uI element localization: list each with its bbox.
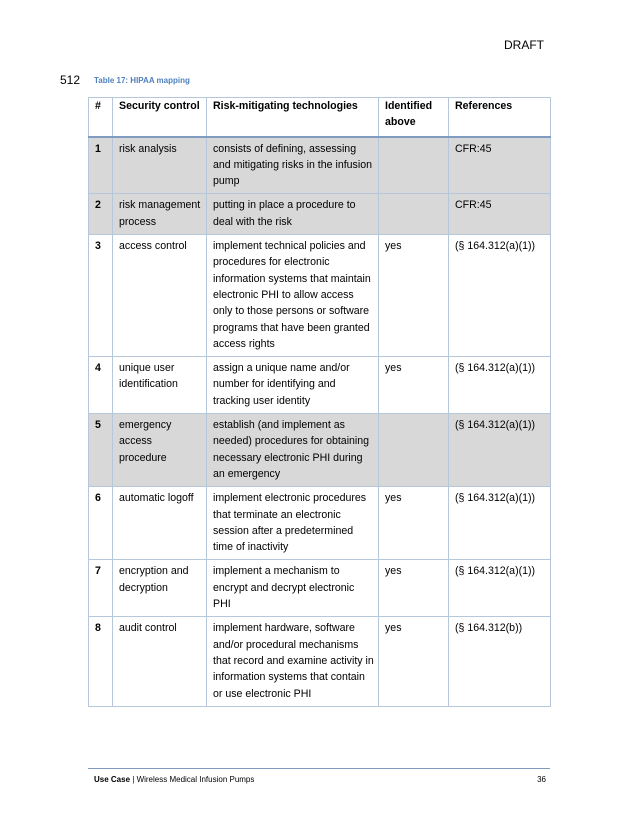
footer-divider — [88, 768, 550, 769]
cell-risk-mitigating-technologies: consists of defining, assessing and mitigating risks in the infusion pump — [207, 137, 379, 194]
table-row — [89, 617, 551, 706]
cell-security-control: audit control — [113, 617, 207, 706]
cell-risk-mitigating-technologies: implement hardware, software and/or procedural mechanisms that record and examine activity in information systems that contain or use electronic PHI — [207, 617, 379, 706]
cell-risk-mitigating-technologies: implement a mechanism to encrypt and decrypt electronic PHI — [207, 560, 379, 617]
table-caption: Table 17: HIPAA mapping — [94, 76, 190, 85]
table-row — [89, 194, 551, 235]
table-row — [89, 235, 551, 357]
cell-references: (§ 164.312(a)(1)) — [449, 414, 551, 487]
cell-risk-mitigating-technologies: implement technical policies and procedures for electronic information systems that maintain electronic PHI to allow access only to those persons or software programs that have been granted access rights — [207, 235, 379, 357]
col-header-security-control: Security control — [113, 98, 207, 137]
cell-number: 4 — [89, 357, 113, 414]
cell-security-control: risk management process — [113, 194, 207, 235]
table-row — [89, 560, 551, 617]
table-header-row — [89, 98, 551, 137]
cell-identified-above: yes — [379, 560, 449, 617]
cell-security-control: access control — [113, 235, 207, 357]
cell-references: (§ 164.312(a)(1)) — [449, 487, 551, 560]
cell-number: 2 — [89, 194, 113, 235]
cell-risk-mitigating-technologies: establish (and implement as needed) procedures for obtaining necessary electronic PHI during an emergency — [207, 414, 379, 487]
line-number: 512 — [60, 73, 81, 87]
cell-identified-above — [379, 414, 449, 487]
cell-identified-above: yes — [379, 235, 449, 357]
cell-security-control: risk analysis — [113, 137, 207, 194]
page-number: 36 — [537, 775, 546, 784]
draft-label: DRAFT — [504, 38, 544, 52]
footer-separator: | — [130, 775, 137, 784]
cell-references: CFR:45 — [449, 194, 551, 235]
cell-risk-mitigating-technologies: implement electronic procedures that terminate an electronic session after a predetermined time of inactivity — [207, 487, 379, 560]
cell-identified-above: yes — [379, 617, 449, 706]
cell-security-control: automatic logoff — [113, 487, 207, 560]
cell-number: 1 — [89, 137, 113, 194]
cell-security-control: unique user identification — [113, 357, 207, 414]
cell-references: (§ 164.312(a)(1)) — [449, 235, 551, 357]
table-row — [89, 487, 551, 560]
cell-security-control: emergency access procedure — [113, 414, 207, 487]
cell-number: 6 — [89, 487, 113, 560]
table-row — [89, 137, 551, 194]
cell-references: (§ 164.312(a)(1)) — [449, 357, 551, 414]
col-header-number: # — [89, 98, 113, 137]
cell-security-control: encryption and decryption — [113, 560, 207, 617]
cell-identified-above — [379, 194, 449, 235]
cell-identified-above — [379, 137, 449, 194]
cell-risk-mitigating-technologies: putting in place a procedure to deal with the risk — [207, 194, 379, 235]
footer-title: Wireless Medical Infusion Pumps — [136, 775, 255, 784]
cell-number: 3 — [89, 235, 113, 357]
col-header-identified-above: Identified above — [379, 98, 449, 137]
hipaa-mapping-table — [88, 97, 551, 707]
cell-references: CFR:45 — [449, 137, 551, 194]
cell-references: (§ 164.312(b)) — [449, 617, 551, 706]
cell-identified-above: yes — [379, 487, 449, 560]
col-header-references: References — [449, 98, 551, 137]
cell-risk-mitigating-technologies: assign a unique name and/or number for identifying and tracking user identity — [207, 357, 379, 414]
cell-references: (§ 164.312(a)(1)) — [449, 560, 551, 617]
col-header-risk-mitigating-technologies: Risk-mitigating technologies — [207, 98, 379, 137]
table-row — [89, 357, 551, 414]
footer-text — [94, 775, 254, 784]
cell-number: 5 — [89, 414, 113, 487]
cell-identified-above: yes — [379, 357, 449, 414]
table-row — [89, 414, 551, 487]
footer-use-case: Use Case — [94, 775, 131, 784]
cell-number: 7 — [89, 560, 113, 617]
cell-number: 8 — [89, 617, 113, 706]
